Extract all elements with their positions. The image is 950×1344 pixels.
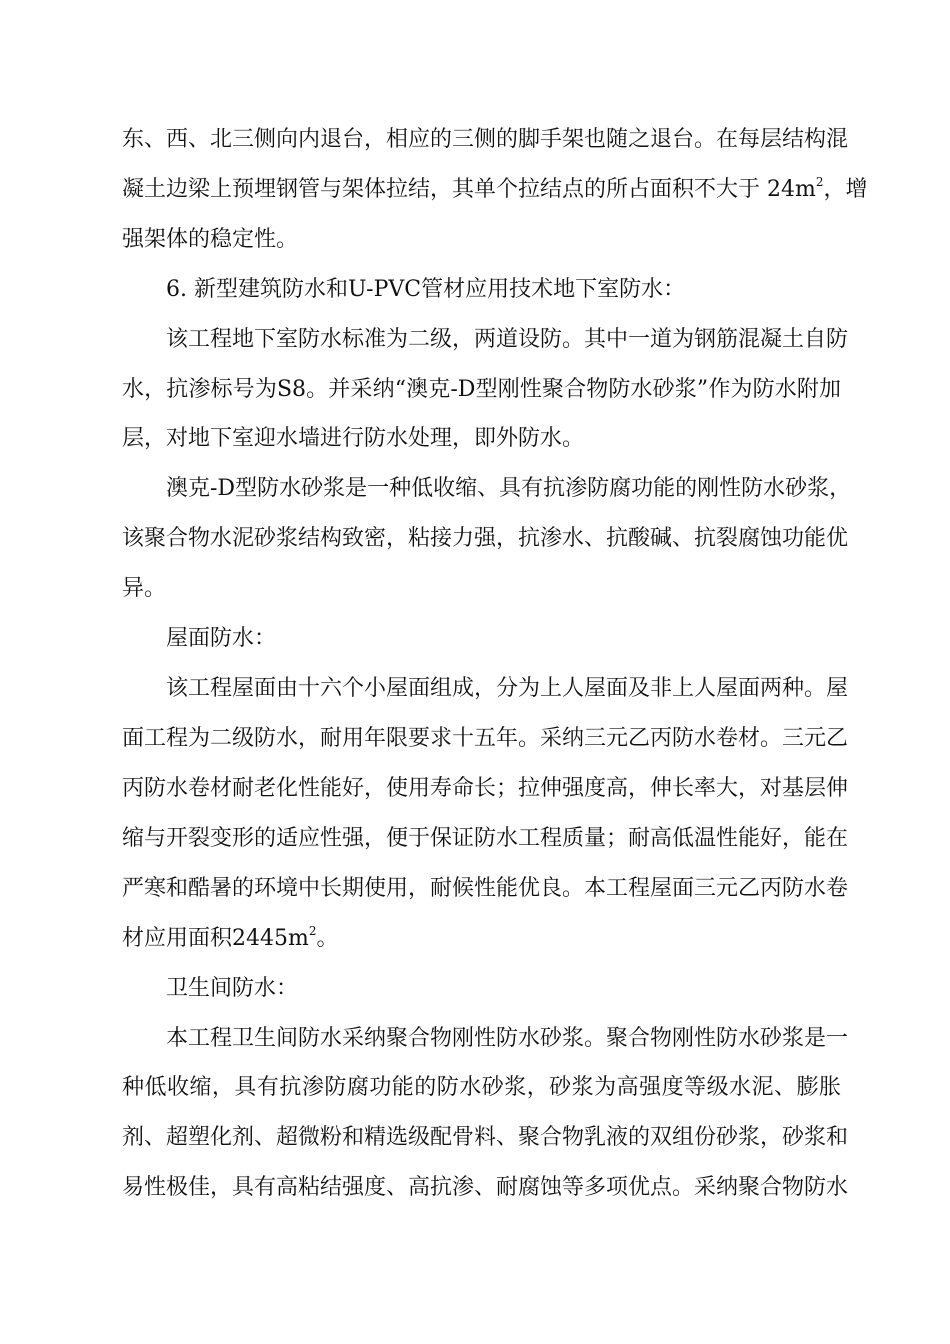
paragraph-line: 种低收缩，具有抗渗防腐功能的防水砂浆，砂浆为高强度等级水泥、膨胀 (122, 1075, 841, 1100)
paragraph-line (122, 173, 868, 207)
paragraph-line: 层，对地下室迎水墙进行防水处理，即外防水。 (122, 426, 585, 451)
paragraph-line: 澳克-D型防水砂浆是一种低收缩、具有抗渗防腐功能的刚性防水砂浆， (166, 476, 852, 501)
paragraph-line: 该工程屋面由十六个小屋面组成，分为上人屋面及非上人屋面两种。屋 (166, 676, 849, 701)
superscript: 2 (815, 175, 824, 189)
paragraph-line: 该工程地下室防水标准为二级，两道设防。其中一道为钢筋混凝土自防 (166, 327, 849, 352)
paragraph-line: 强架体的稳定性。 (122, 227, 299, 252)
paragraph-line: 剂、超塑化剂、超微粉和精选级配骨料、聚合物乳液的双组份砂浆，砂浆和 (122, 1125, 849, 1150)
paragraph-line: 丙防水卷材耐老化性能好，使用寿命长；拉伸强度高，伸长率大，对基层伸 (122, 776, 849, 801)
section-heading: 卫生间防水： (166, 976, 299, 1001)
paragraph-line: 易性极佳，具有高粘结强度、高抗渗、耐腐蚀等多项优点。采纳聚合物防水 (122, 1175, 849, 1200)
line-text: 材应用面积2445m (122, 926, 309, 951)
section-heading: 屋面防水： (166, 626, 277, 651)
paragraph-line: 水，抗渗标号为S8。并采纳“澳克-D型刚性聚合物防水砂浆”作为防水附加 (122, 377, 841, 402)
superscript: 2 (308, 924, 317, 938)
paragraph-line: 面工程为二级防水，耐用年限要求十五年。采纳三元乙丙防水卷材。三元乙 (122, 726, 849, 751)
paragraph-line: 本工程卫生间防水采纳聚合物刚性防水砂浆。聚合物刚性防水砂浆是一 (166, 1026, 849, 1051)
line-text: 。 (316, 926, 339, 951)
paragraph-line: 东、西、北三侧向内退台，相应的三侧的脚手架也随之退台。在每层结构混 (122, 127, 849, 152)
section-heading: 6. 新型建筑防水和U-PVC管材应用技术地下室防水： (166, 277, 686, 302)
paragraph-line: 缩与开裂变形的适应性强，便于保证防水工程质量；耐高低温性能好，能在 (122, 826, 849, 851)
line-text: ，增 (823, 177, 868, 202)
line-text: 凝土边梁上预埋钢管与架体拉结，其单个拉结点的所占面积不大于 24m (122, 177, 816, 202)
paragraph-line: 异。 (122, 576, 167, 601)
paragraph-line (122, 922, 339, 956)
paragraph-line: 严寒和酷暑的环境中长期使用，耐候性能优良。本工程屋面三元乙丙防水卷 (122, 876, 849, 901)
paragraph-line: 该聚合物水泥砂浆结构致密，粘接力强，抗渗水、抗酸碱、抗裂腐蚀功能优 (122, 526, 849, 551)
